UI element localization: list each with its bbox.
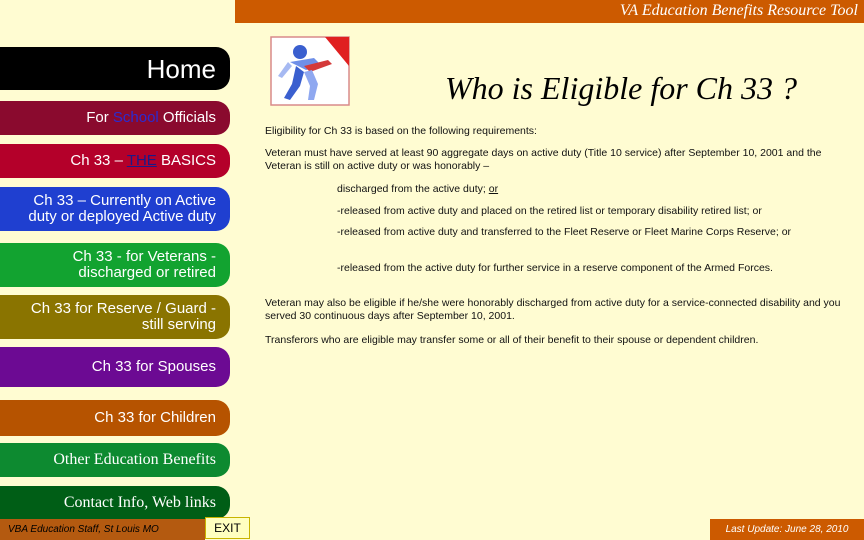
person-figure-icon [270,36,350,106]
requirement-discharged: discharged from the active duty; or [337,183,499,195]
last-update-label: Last Update: June 28, 2010 [710,519,864,540]
nav-veterans-button[interactable] [0,243,230,287]
nav-basics-button[interactable] [0,144,230,178]
nav-basics-highlight: THE [126,152,157,169]
nav-other-label: Other Education Benefits [53,451,216,468]
nav-veterans-line2: discharged or retired [78,264,216,281]
nav-school-highlight: School [112,109,159,126]
nav-home-label: Home [146,53,216,84]
nav-reserve-line1: Ch 33 for Reserve / Guard - [30,300,216,317]
nav-active-line2: duty or deployed Active duty [28,208,216,225]
nav-active-line1: Ch 33 – Currently on Active [33,192,216,209]
nav-basics-label: Ch 33 – THE BASICS [70,152,216,169]
nav-contact-button[interactable] [0,486,230,519]
nav-school-officials-label: For School Officials [86,109,216,126]
requirement-90-days: Veteran must have served at least 90 aggregate days on active duty (Title 10 service) after September 10, 2001 and the Veteran is still on active duty or was honorably – [265,147,822,172]
nav-home-button[interactable] [0,47,230,90]
or-underlined: or [488,183,499,195]
nav-spouses-label: Ch 33 for Spouses [91,358,216,375]
nav-active-duty-button[interactable] [0,187,230,231]
nav-school-officials-button[interactable] [0,101,230,135]
top-banner [235,0,864,23]
requirement-retired-list: -released from active duty and placed on the retired list or temporary disability retired list; or [337,205,762,217]
requirement-fleet-reserve: -released from active duty and transferred to the Fleet Reserve or Fleet Marine Corps Reserve; or [337,226,792,238]
nav-reserve-button[interactable] [0,295,230,339]
service-connected-disability: Veteran may also be eligible if he/she were honorably discharged from active duty for a service-connected disability and you served 30 continuous days after September 10, 2001. [265,297,841,322]
page-title: Who is Eligible for Ch 33 ? [445,70,797,106]
footer-staff-credit: VBA Education Staff, St Louis MO [0,519,205,540]
nav-contact-label: Contact Info, Web links [63,493,216,511]
transferors-note: Transferors who are eligible may transfer some or all of their benefit to their spouse or dependent children. [265,334,759,346]
nav-children-button[interactable] [0,400,230,436]
exit-button[interactable]: EXIT [205,517,250,539]
nav-spouses-button[interactable] [0,347,230,387]
nav-reserve-line2: still serving [141,316,216,333]
nav-other-benefits-button[interactable] [0,443,230,477]
nav-veterans-line1: Ch 33 - for Veterans - [72,248,216,265]
banner-title: VA Education Benefits Resource Tool [619,2,858,19]
nav-children-label: Ch 33 for Children [94,409,216,426]
requirement-reserve-component: -released from the active duty for further service in a reserve component of the Armed Forces. [337,262,773,274]
eligibility-intro: Eligibility for Ch 33 is based on the following requirements: [265,125,537,137]
